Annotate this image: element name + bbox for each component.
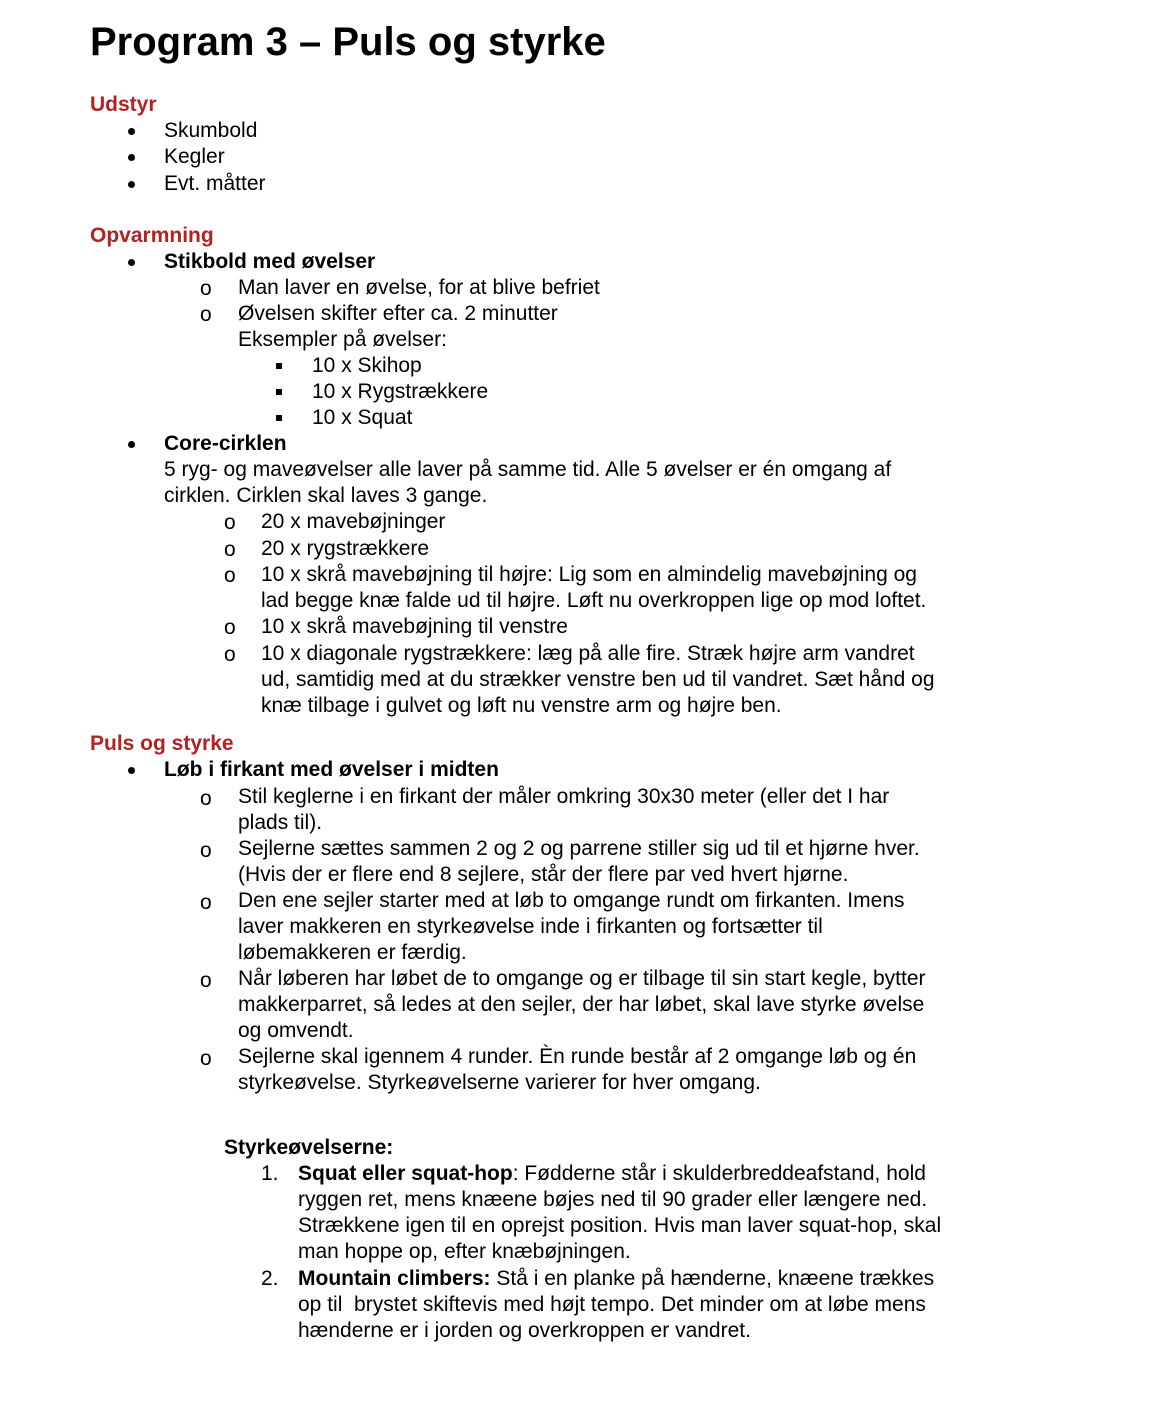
exercise-text: : Fødderne står i skulderbreddeafstand, hold	[512, 1162, 926, 1185]
page-title: Program 3 – Puls og styrke	[90, 20, 606, 64]
list-item: Sejlerne skal igennem 4 runder. Èn runde består af 2 omgange løb og én	[238, 1045, 917, 1068]
list-number: 1.	[261, 1162, 279, 1185]
bullet-icon	[128, 181, 135, 188]
circle-bullet-icon: o	[200, 1047, 212, 1070]
examples-label: Eksempler på øvelser:	[238, 328, 447, 351]
list-item: 10 x Squat	[312, 406, 413, 429]
exercise-title: Løb i firkant med øvelser i midten	[164, 758, 499, 781]
exercise-title: Stikbold med øvelser	[164, 250, 376, 273]
list-item: 10 x Skihop	[312, 354, 422, 377]
numbered-item-continued: hænderne er i jorden og overkroppen er vandret.	[298, 1319, 751, 1342]
circle-bullet-icon: o	[224, 616, 236, 639]
list-item-continued: og omvendt.	[238, 1019, 354, 1042]
circle-bullet-icon: o	[200, 891, 212, 914]
numbered-item-continued: ryggen ret, mens knæene bøjes ned til 90 grader eller længere ned.	[298, 1188, 928, 1211]
list-item: Den ene sejler starter med at løb to omgange rundt om firkanten. Imens	[238, 889, 905, 912]
exercise-title: Core-cirklen	[164, 432, 287, 455]
list-item: 10 x skrå mavebøjning til venstre	[261, 615, 568, 638]
circle-bullet-icon: o	[224, 511, 236, 534]
bullet-icon	[128, 154, 135, 161]
list-number: 2.	[261, 1267, 279, 1290]
list-item: 20 x mavebøjninger	[261, 510, 446, 533]
section-heading-udstyr: Udstyr	[90, 93, 157, 116]
list-item: 10 x skrå mavebøjning til højre: Lig som en almindelig mavebøjning og	[261, 563, 917, 586]
numbered-item	[298, 1161, 926, 1187]
bullet-icon	[128, 441, 135, 448]
list-item: Evt. måtter	[164, 172, 266, 195]
square-bullet-icon	[276, 389, 282, 395]
list-item: Skumbold	[164, 119, 258, 142]
numbered-item	[298, 1266, 934, 1292]
list-item-continued: lad begge knæ falde ud til højre. Løft nu overkroppen lige op mod loftet.	[261, 589, 927, 612]
exercise-name: Mountain climbers:	[298, 1267, 491, 1290]
circle-bullet-icon: o	[200, 969, 212, 992]
circle-bullet-icon: o	[200, 303, 212, 326]
circle-bullet-icon: o	[200, 277, 212, 300]
list-item-continued: styrkeøvelse. Styrkeøvelserne varierer for hver omgang.	[238, 1071, 761, 1094]
exercise-name: Squat eller squat-hop	[298, 1162, 513, 1185]
circle-bullet-icon: o	[224, 538, 236, 561]
list-item: Øvelsen skifter efter ca. 2 minutter	[238, 302, 558, 325]
paragraph-line: cirklen. Cirklen skal laves 3 gange.	[164, 484, 488, 507]
circle-bullet-icon: o	[200, 787, 212, 810]
list-item-continued: knæ tilbage i gulvet og løft nu venstre arm og højre ben.	[261, 694, 782, 717]
bullet-icon	[128, 128, 135, 135]
numbered-item-continued: Strækkene igen til en oprejst position. Hvis man laver squat-hop, skal	[298, 1214, 942, 1237]
strength-exercises-label: Styrkeøvelserne:	[224, 1136, 394, 1159]
numbered-item-continued: man hoppe op, efter knæbøjningen.	[298, 1240, 631, 1263]
bullet-icon	[128, 259, 135, 266]
square-bullet-icon	[276, 363, 282, 369]
list-item: Sejlerne sættes sammen 2 og 2 og parrene stiller sig ud til et hjørne hver.	[238, 837, 920, 860]
numbered-item-continued: op til brystet skiftevis med højt tempo. Det minder om at løbe mens	[298, 1293, 926, 1316]
list-item: 20 x rygstrækkere	[261, 537, 430, 560]
list-item-continued: (Hvis der er flere end 8 sejlere, står der flere par ved hvert hjørne.	[238, 863, 849, 886]
circle-bullet-icon: o	[200, 839, 212, 862]
list-item: Stil keglerne i en firkant der måler omkring 30x30 meter (eller det I har	[238, 785, 890, 808]
list-item-continued: makkerparret, så ledes at den sejler, der har løbet, skal lave styrke øvelse	[238, 993, 925, 1016]
list-item: 10 x diagonale rygstrækkere: læg på alle fire. Stræk højre arm vandret	[261, 642, 915, 665]
section-heading-puls: Puls og styrke	[90, 732, 234, 755]
list-item-continued: ud, samtidig med at du strækker venstre ben ud til vandret. Sæt hånd og	[261, 668, 935, 691]
list-item-continued: plads til).	[238, 811, 323, 834]
list-item: 10 x Rygstrækkere	[312, 380, 489, 403]
list-item-continued: laver makkeren en styrkeøvelse inde i firkanten og fortsætter til	[238, 915, 823, 938]
list-item: Kegler	[164, 145, 225, 168]
section-heading-opvarmning: Opvarmning	[90, 224, 214, 247]
list-item-continued: løbemakkeren er færdig.	[238, 941, 467, 964]
bullet-icon	[128, 767, 135, 774]
circle-bullet-icon: o	[224, 643, 236, 666]
exercise-text: Stå i en planke på hænderne, knæene trækkes	[490, 1267, 935, 1290]
paragraph-line: 5 ryg- og maveøvelser alle laver på samme tid. Alle 5 øvelser er én omgang af	[164, 458, 892, 481]
circle-bullet-icon: o	[224, 564, 236, 587]
square-bullet-icon	[276, 415, 282, 421]
list-item: Man laver en øvelse, for at blive befriet	[238, 276, 600, 299]
list-item: Når løberen har løbet de to omgange og er tilbage til sin start kegle, bytter	[238, 967, 926, 990]
